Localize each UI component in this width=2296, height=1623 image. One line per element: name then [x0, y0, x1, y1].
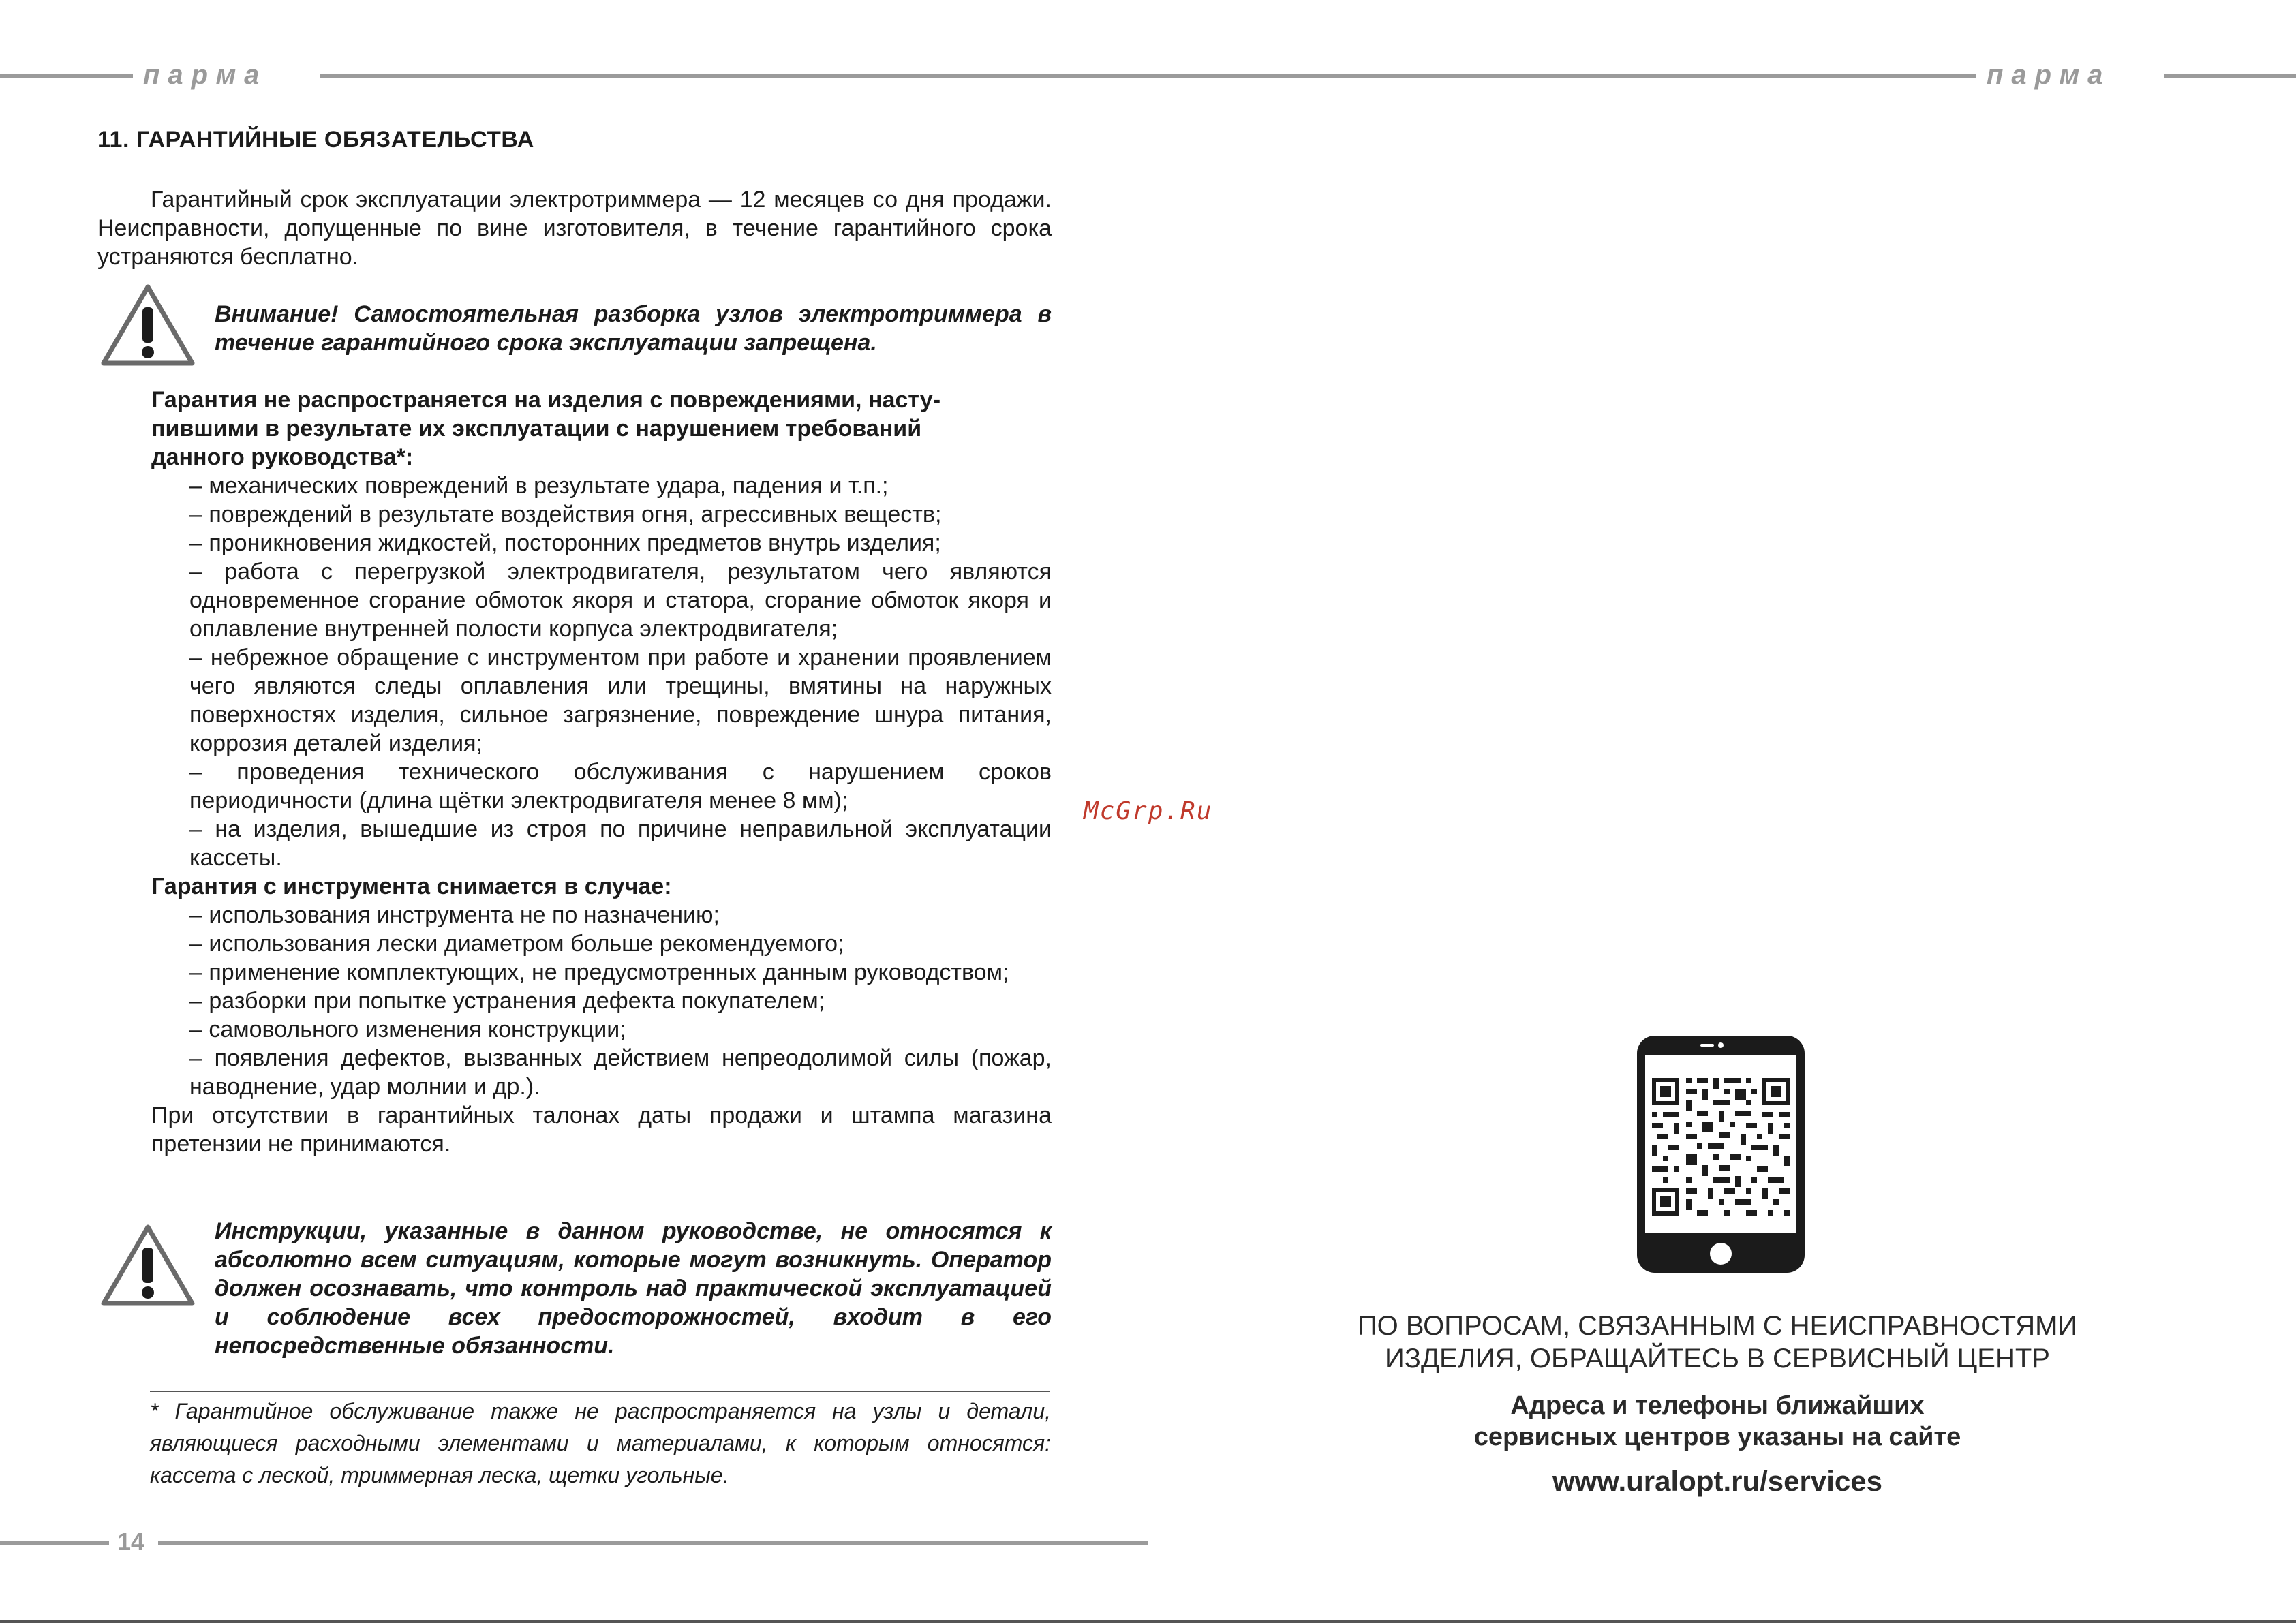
- service-address-note: [1322, 1390, 2113, 1453]
- withdrawal-item: – самовольного изменения конструкции;: [189, 1017, 626, 1042]
- exclusion-item: – проведения технического обслуживания с нарушением сроков периодичности (длина щётки электродвигателя менее 8 мм);: [189, 759, 1052, 814]
- withdrawal-lead: Гарантия с инструмента снимается в случае:: [151, 874, 672, 899]
- withdrawal-item: – применение комплектующих, не предусмотренных данным руководством;: [189, 959, 1009, 985]
- warning-triangle-icon: [100, 283, 196, 367]
- warranty-intro: Гарантийный срок эксплуатации электротриммера — 12 месяцев со дня продажи. Неисправности, допущенные по вине изготовителя, в течение гарантийного срока устраняются бесплатно.: [97, 187, 1052, 270]
- withdrawal-item: – разборки при попытке устранения дефекта покупателем;: [189, 988, 825, 1014]
- brand-logo-right: парма: [1987, 60, 2111, 90]
- exclusion-item: – работа с перегрузкой электродвигателя, результатом чего являются одновременное сгорание обмоток якоря и статора, сгорание обмоток якоря и оплавление внутренней полости корпуса электродвигателя;: [189, 559, 1052, 642]
- withdrawal-item: – использования лески диаметром больше рекомендуемого;: [189, 931, 844, 957]
- warning-triangle-icon: [100, 1223, 196, 1308]
- exclusions-block: [151, 386, 1052, 1158]
- section-title: 11. ГАРАНТИЙНЫЕ ОБЯЗАТЕЛЬСТВА: [97, 127, 534, 153]
- exclusions-lead-line: пившими в результате их эксплуатации с нарушением требований: [151, 416, 922, 442]
- exclusion-item: – механических повреждений в результате удара, падения и т.п.;: [189, 473, 889, 499]
- footer-rule-right: [158, 1541, 1148, 1545]
- withdrawal-closing: При отсутствии в гарантийных талонах даты продажи и штампа магазина претензии не принимаются.: [151, 1102, 1052, 1157]
- exclusion-item: – проникновения жидкостей, посторонних предметов внутрь изделия;: [189, 530, 941, 556]
- exclusions-lead-line: данного руководства*:: [151, 444, 414, 470]
- page-number: 14: [117, 1528, 145, 1556]
- watermark: McGrp.Ru: [1084, 797, 1213, 825]
- service-notice: [1322, 1310, 2113, 1375]
- exclusions-lead-line: Гарантия не распространяется на изделия с повреждениями, насту-: [151, 387, 941, 413]
- exclusion-item: – небрежное обращение с инструментом при работе и хранении проявлением чего являются следы оплавления или трещины, вмятины на наружных поверхностях изделия, сильное загрязнение, повреждение шнура питания, коррозия деталей изделия;: [189, 645, 1052, 756]
- footnote-separator: [150, 1391, 1050, 1392]
- footnote: * Гарантийное обслуживание также не распространяется на узлы и детали, являющиеся расходными элементами и материалами, к которым относятся: кассета с леской, триммерная леска, щетки угольные.: [150, 1399, 1051, 1487]
- exclusion-item: – повреждений в результате воздействия огня, агрессивных веществ;: [189, 501, 942, 527]
- brand-logo-left: парма: [143, 60, 268, 90]
- service-address-line: Адреса и телефоны ближайших: [1510, 1391, 1925, 1420]
- service-address-line: сервисных центров указаны на сайте: [1473, 1423, 1961, 1451]
- withdrawal-item: – использования инструмента не по назначению;: [189, 902, 720, 928]
- service-notice-line: ИЗДЕЛИЯ, ОБРАЩАЙТЕСЬ В СЕРВИСНЫЙ ЦЕНТР: [1385, 1344, 2050, 1374]
- phone-qr-code-icon: [1636, 1034, 1806, 1274]
- withdrawal-item: – появления дефектов, вызванных действием непреодолимой силы (пожар, наводнение, удар молнии и др.).: [189, 1045, 1052, 1100]
- footer-rule-left: [0, 1541, 109, 1545]
- warning-operator-text: Инструкции, указанные в данном руководстве, не относятся к абсолютно всем ситуациям, которые могут возникнуть. Оператор должен осознавать, что контроль над практической эксплуатацией и соблюдение всех предосторожностей, входит в его непосредственные обязанности.: [215, 1218, 1052, 1359]
- exclusion-item: – на изделия, вышедшие из строя по причине неправильной эксплуатации кассеты.: [189, 816, 1052, 871]
- header-rule-left: [0, 74, 133, 78]
- page-bottom-edge: [0, 1620, 2296, 1623]
- header-rule-middle: [320, 74, 1976, 78]
- service-notice-line: ПО ВОПРОСАМ, СВЯЗАННЫМ С НЕИСПРАВНОСТЯМИ: [1357, 1311, 2078, 1341]
- service-url-link[interactable]: www.uralopt.ru/services: [1552, 1465, 1882, 1497]
- warning-disassembly-text: Внимание! Самостоятельная разборка узлов электротриммера в течение гарантийного срока эксплуатации запрещена.: [215, 301, 1052, 356]
- header-rule-right: [2164, 74, 2296, 78]
